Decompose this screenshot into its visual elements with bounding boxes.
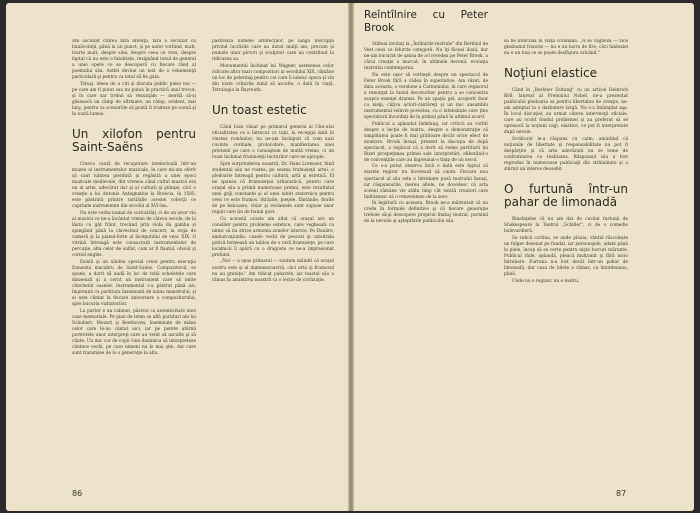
paragraph: Totuşi, ideea de a citi şi discuta public piese noi — pe care am fi putut sau nu putea în practică anul trecut, şi în care sar trebui să renunţăm — merită să-şi găsească un câmp de afirmare; un câmp, evident, mai larg, pentru ca scenariile să poată fi traduse pe scenă şi în toată lumea. xyxy=(72,81,196,118)
article-title: Un toast estetic xyxy=(212,102,307,117)
paragraph: Cu această ocazie am aflat că oraşul are un consilier pentru probleme estetice, care veghează ca nimic să nu strice armonia zonelor istorice. Pe Dunăre, ambarcaţiunile, casele vechi de pescari şi catedrala gotică formează un tablou de o rară frumuseţe, pe care localnicii îl apără cu o dragoste ce ne-a impresionat profund. xyxy=(212,216,334,258)
right-page-column-2 xyxy=(504,39,628,485)
paragraph: Publicul a aplaudat îndelung, iar criticii au vorbit despre o lecţie de teatru, despre o demonstraţie că simplitatea poate fi mai grăitoare decât orice efect de montare. Brook însuşi, prezent la discuţia de după spectacol, a explicat că a dorit să redea partiturii lui Bizet prospeţimea primei sale interpretări, eliberând-o de convenţiile care au îngreunat-o timp de un secol. xyxy=(364,121,488,163)
paragraph: Stăteai invitaţi la „Întîlnirile teatrale" din Berlinul de Vest ceea ce felurite categorii. Nu îţi făceai iluzii, dar ne-am bucurat de şansa de a-l revedea pe Peter Brook, a cărui creaţie a marcat, în ultimele decenii, evoluţia teatrului contemporan. xyxy=(364,42,488,72)
article-title: Un xilofon pentru Saint-Saëns xyxy=(72,127,196,155)
paragraph: Nu este uşor să vorbeşti despre un spectacol de Peter Brook fără a cădea în superlative. Am văzut, de data aceasta, o versiune a Carmenului, în care regizorul a renunţat la fastul decorurilor pentru a se concentra asupra esenţei dramei. Pe un spaţiu gol, acoperit doar cu nisip, câţiva actori-cântăreţi şi un mic ansamblu instrumental reînvie povestea, cu o intensitate care ţine spectatorii încordaţi de la primul până la ultimul acord. xyxy=(364,72,488,121)
paragraph: Nu este vorba numai de curiozităţi, ci de un izvor viu al muzicii ce ne-a încântat vreme de câteva secole, de la lăuta cu gât frânt, trecând prin viola da gamba şi ajungând până la clavecinul de concert, la orga de cameră şi la pianul-forte al începutului de veac XIX. O vitrină întreagă este consacrată instrumentelor de percuţie, alta celor de suflat, cum ar fi flautul, oboiul şi cornul englez. xyxy=(72,210,196,259)
paragraph: Unde nu e regizor, nu e teatru. xyxy=(512,278,580,284)
paragraph: Există şi un xilofon special creat pentru execuţia Dansului macabru de Saint-Saëns. Compozitorul, se spune, a dorit să audă în loc de tobă scheletele care dansează şi a cerut un instrument care să imite clinchetul oaselor. Instrumentul s-a păstrat până azi, împreună cu partitura însemnată de mâna maestrului, şi el este cântat la fiecare aniversare a compozitorului, spre bucuria vizitatorilor. xyxy=(72,259,196,308)
paragraph: Spre surprinderea noastră, Dr. Hans Lorenser, fiind studentul său ne rostea, pe seama frumuseţii artei, o pledoarie întreagă pentru cultură, artă şi estetică. El ne spunea că frumuseţea urbanistică, pentru care oraşul său a primit numeroase premii, este rezultatul unei griji constante şi al unei iubiri statornice pentru ceea ce este frumos. Străzile, pieţele, fântânile, florile de pe balcoane, chiar şi reclamele sunt supuse unor reguli care ţin de bunul gust. xyxy=(212,161,334,216)
right-page-column-1 xyxy=(364,7,488,453)
paragraph: În legătură cu aceasta, Brook ne-a mărturisit că nu crede în formule definitive şi că fiecare generaţie trebuie să-şi descopere propriul limbaj teatral, pornind de la nevoile şi aşteptările publicului său. xyxy=(364,201,488,225)
article-title: O furtună într-un pahar de limonadă xyxy=(504,182,628,210)
paragraph: Bineînţeles că nu am dat de cuvânt furtunii de Shakespeare la Teatrul „Schiller", ci de o comedie bulevardieră. xyxy=(504,217,628,235)
page-number: 87 xyxy=(616,489,627,498)
paragraph: Am ascultat citirea fără intenţii, fără a ascultat cu bunăvoinţă, până la un punct, şi pe autor vorbind, mult, foarte mult, despre sine, despre ceea ce vrea, despre faptul că nu este o fatalitate, resignând tonul de general a unei opere ce se descoperă cu fiecare rând al poemului său. Astfel devine un text de o vehemenţă particulară şi pentru ca totul să fie gata. xyxy=(72,39,196,81)
magazine-spread xyxy=(6,3,694,511)
article-title: Noţiuni elastice xyxy=(504,66,598,81)
paragraph: „Noi — a spus primarul — suntem mândri că oraşul nostru este şi al dumneavoastră, căci arta şi frumosul nu au graniţe." Am ridicat paharele, iar toastul său a rămas în amintirea noastră ca o lecţie de civilizaţie. xyxy=(212,259,334,283)
paragraph: Când în „Berliner Zeitung" cu un articol Heinrich Böll, laureat al Premiului Nobel, ne-a prezentat publicului pledoaria sa pentru libertatea de creaţie, ne-am aşteptat la o dezbatere largă. Nu s-a întâmplat aşa. În locul discuţiei, au urmat câteva intervenţii oficiale, care au ocolit fondul problemei şi au preferat să se oprească la noţiuni vagi, elastice, ce pot fi interpretate după nevoie. xyxy=(504,88,628,136)
paragraph: Monumentul închinat lui Wagner, asemenea celor ridicate altor mari compozitori ai secolului XIX, rămâne un loc de pelerinaj pentru cei care îi iubesc opera şi vin din toate colţurile lumii să asculte, o dată în viaţă, Tetralogia la Bayreuth. xyxy=(212,63,334,93)
paragraph: Când Ioan vânat pe primarul general al Ulm-ului oficialitatea ce a întrecut cu toţii, la recepţia dată în cinstea românilor, nu ne-am închipuit că vom auzi cuvinte cordiale, protocolare, manifestarea unei prietenii pe care o cunoaştem de multă vreme, ci un toast închinat frumuseţii lucrurilor care ne apropie. xyxy=(212,124,334,161)
paragraph: să fie interzisă în viaţa cotidiană. „A se vagheza — zice glasbunul francez — nu e un lucru de fire, căci fanteziei nu e un bun ce se poate desfăşura oricând." xyxy=(504,39,628,57)
page-number: 86 xyxy=(72,489,83,498)
left-page xyxy=(6,3,348,511)
paragraph: Cineva caută de recuperare intelectuală într-un muzeu al instrumentelor muzicale, în care mi-am oferit să caut iubirea pierdută şi regăsită a unei epoci muzicale medievale, din vremea când cultul muzicii era un al artei, adevărat dar şi al culturii şi ştiinţei, căci o creaţie a lui Antonio Antegnatius la Brescia, în 1585, este păstrată printre rarităţile acestei colecţii ce cuprinde instrumente din secolul al XVI-lea. xyxy=(72,162,196,210)
paragraph: La parter e un cabinet, păstrat ca autenticitate unei case memoriale. Pe pian de lemn se află partituri ale lui Schubert, Mozart şi Beethoven, însemnate de mâna celor care le-au cântat aici, iar pe perete atârnă portretele unor interpreţi care au venit să asculte şi să cânte. Un mic cor de copii vine duminica să interpreteze cântece vechi, pe care nimeni nu le mai ştie, dar care sunt transmise de la o generaţie la alta. xyxy=(72,308,196,357)
article-title: Reîntîlnire cu Peter Brook xyxy=(364,9,488,34)
paragraph: Ce s-a putut observa încă o dată este faptul că marele regizor nu încetează să caute. Fiecare nou spectacol al său este o întrebare pusă teatrului însuşi, iar răspunsurile, mereu altele, ne dovedesc că arta scenei rămâne vie atâta timp cât există creatori care îndrăznesc să o reinventeze de la zero. xyxy=(364,164,488,200)
paragraph: păstrează numele arhitecţilor, pe lângă inscripţii privind lucrările care au durat mulţi ani, precum şi numele unor pictori şi sculptori care au contribuit la ridicarea sa. xyxy=(212,39,334,63)
left-page-column-2 xyxy=(212,39,334,479)
left-page-column-1 xyxy=(72,39,196,479)
paragraph: Se ridică cortina, se aude ploaia, vântul răscoleşte un fulger desenat pe fundal, iar personajele, udate până la piele, încep să se certe pentru nişte lucruri mărunte. Publicul râde, aplaudă, pleacă mulţumit şi fără nicio întrebare. Furtuna n-a fost decât într-un pahar de limonadă, dar casa de bilete a rămas, ca întotdeauna, plină. xyxy=(504,235,628,278)
paragraph: Scriitorul le-a răspuns cu calm, amintind că noţiunile de libertate şi responsabilitate nu pot fi despărţite şi că arta adevărată nu se teme de confruntarea cu realitatea. Răspunsul său a fost reprodus în numeroase publicaţii din străinătate şi a stârnit un interes deosebit. xyxy=(504,137,628,173)
right-page xyxy=(354,3,694,511)
